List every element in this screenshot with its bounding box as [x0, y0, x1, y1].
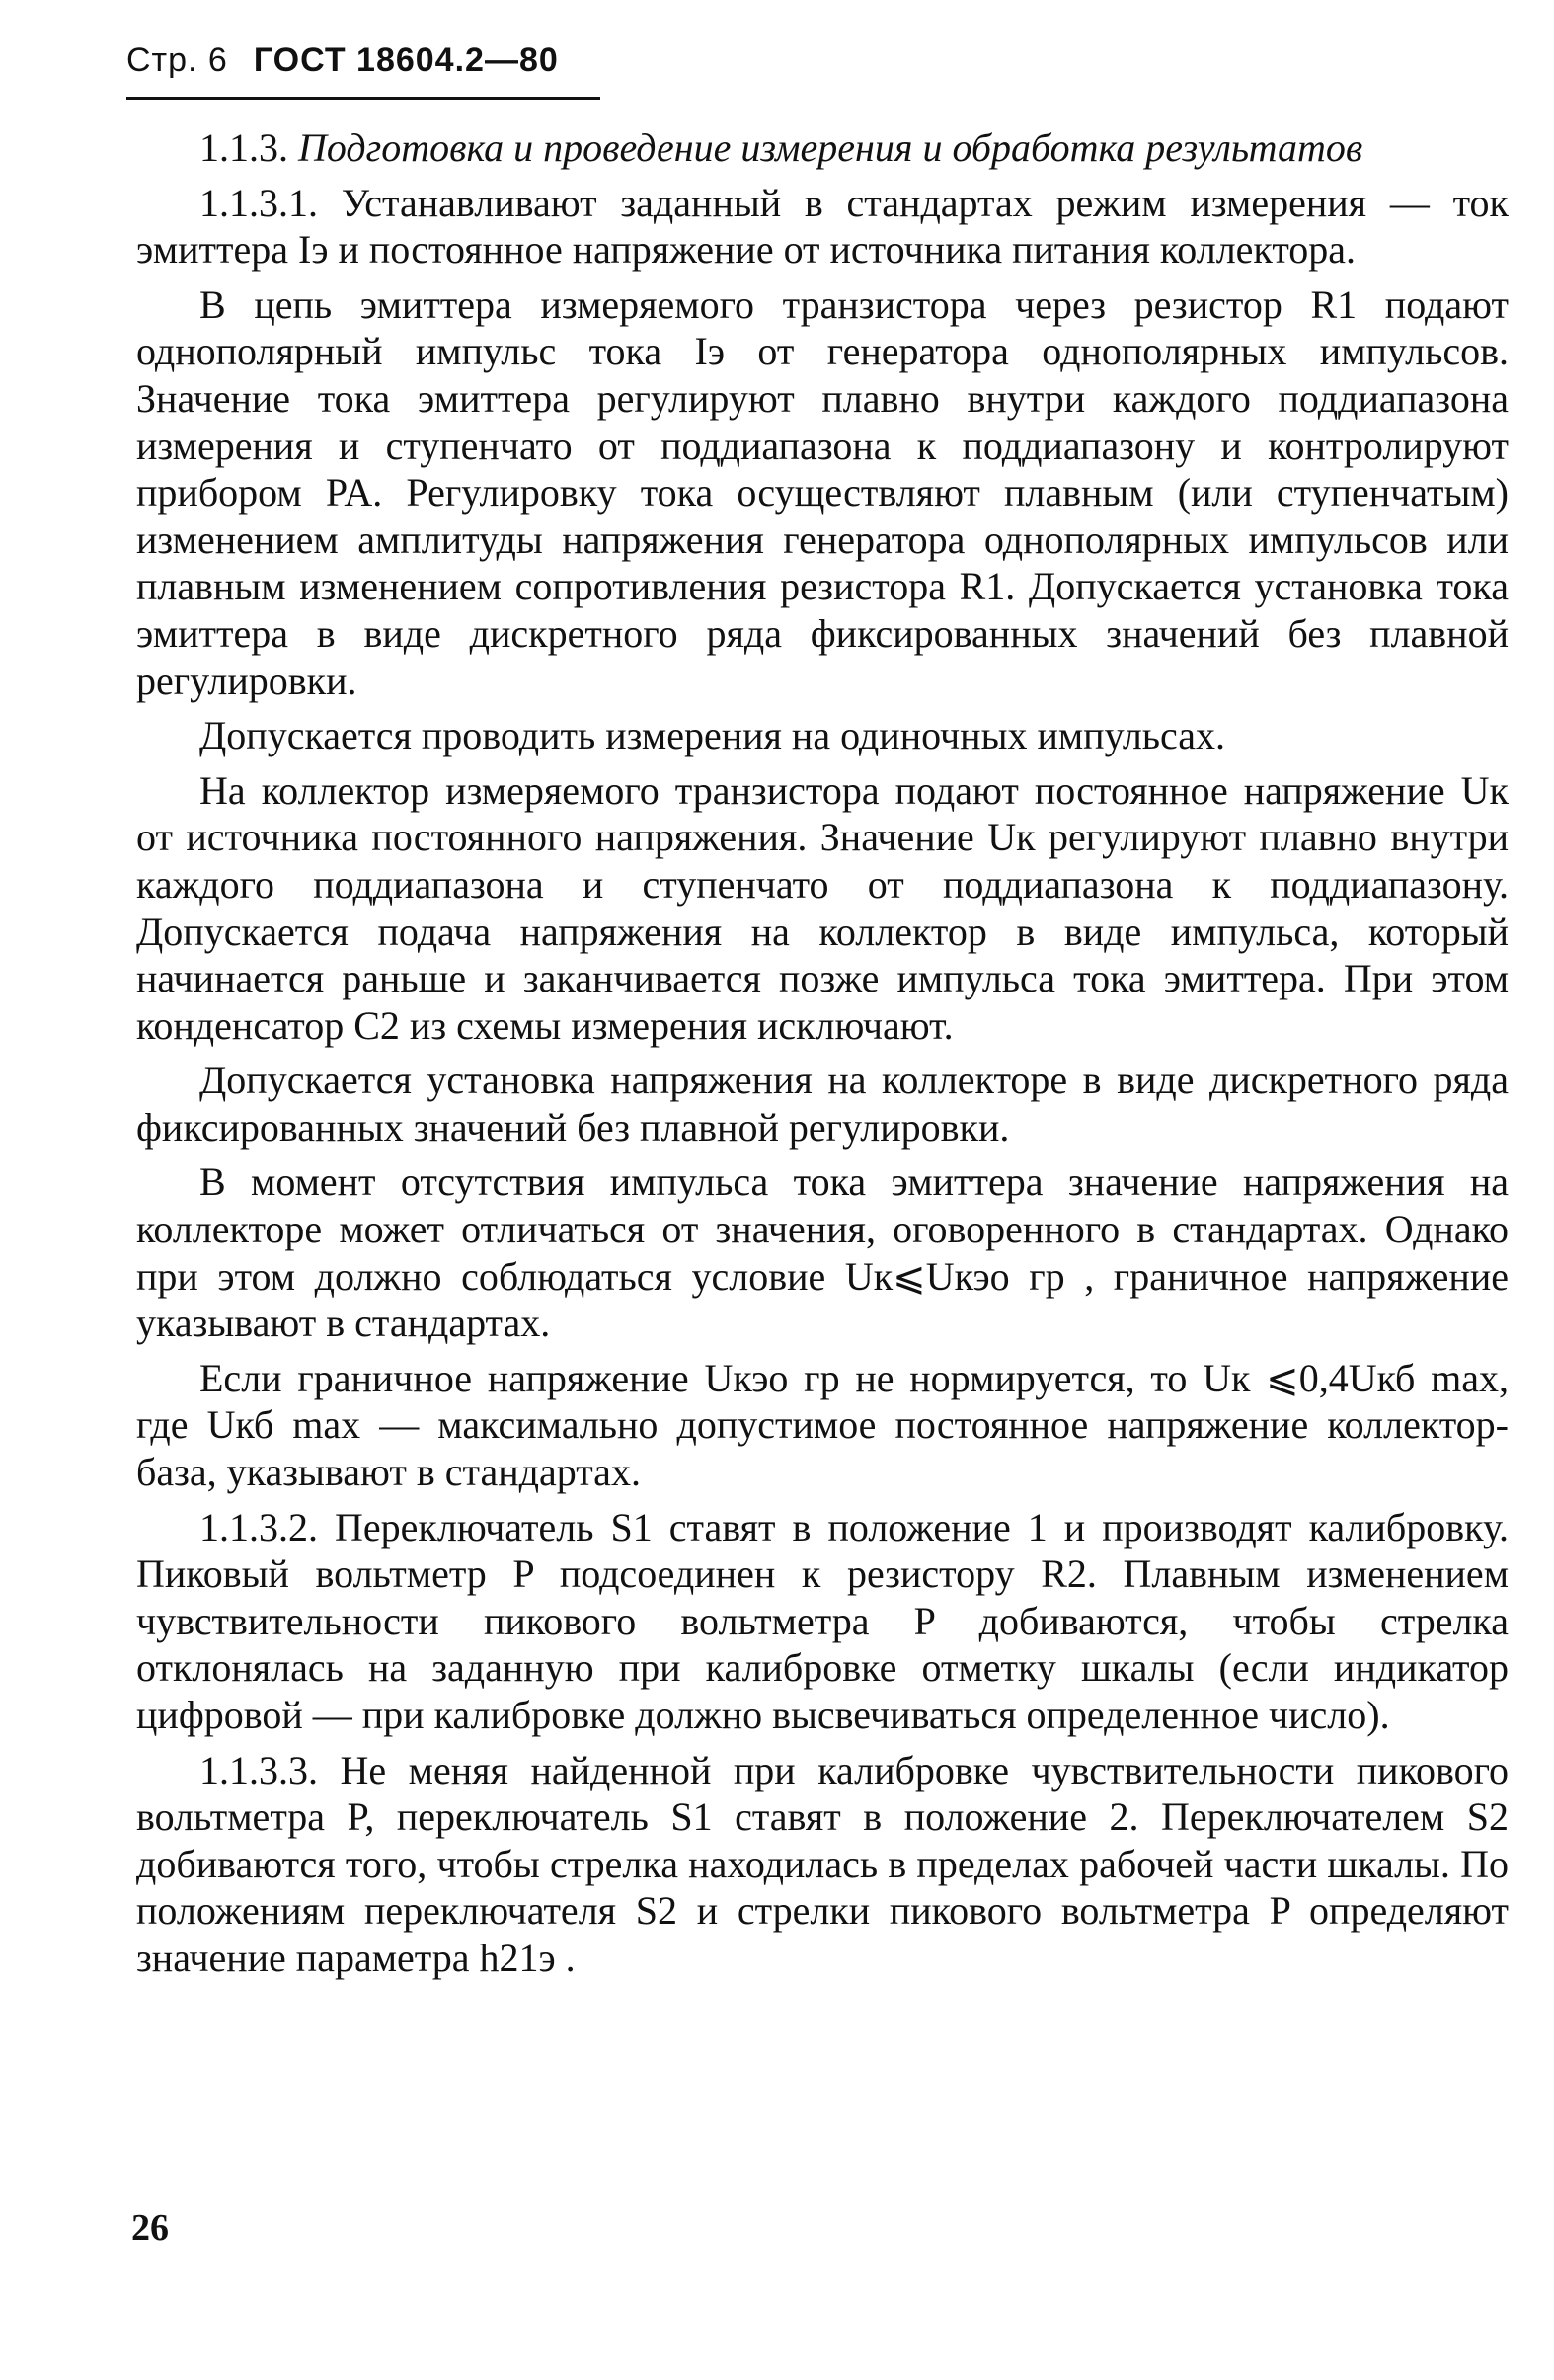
page-number: 26 — [131, 2207, 169, 2249]
paragraph-9: 1.1.3.3. Не меняя найденной при калибровке чувствительности пикового вольтметра P, переключатель S1 ставят в положение 2. Переключателем S2 добиваются того, чтобы стрелка находилась в пределах рабочей части шкалы. По положениям переключателя S2 и стрелки пикового вольтметра P определяют значение параметра h21э . — [136, 1747, 1509, 1980]
doc-code: ГОСТ 18604.2—80 — [253, 41, 559, 79]
document-body — [136, 124, 1509, 1990]
page-label: Стр. 6 — [126, 41, 228, 79]
section-title: Подготовка и проведение измерения и обработка результатов — [298, 125, 1363, 170]
paragraph-3: Допускается проводить измерения на одиночных импульсах. — [199, 713, 1226, 758]
page-header — [126, 41, 559, 80]
section-heading — [136, 124, 1509, 172]
paragraph-8: 1.1.3.2. Переключатель S1 ставят в положение 1 и производят калибровку. Пиковый вольтметр P подсоединен к резистору R2. Плавным изменением чувствительности пикового вольтметра P добиваются, чтобы стрелка отклонялась на заданную при калибровке отметку шкалы (если индикатор цифровой — при калибровке должно высвечиваться определенное число). — [136, 1504, 1509, 1737]
paragraph-5: Допускается установка напряжения на коллекторе в виде дискретного ряда фиксированных значений без плавной регулировки. — [136, 1058, 1509, 1150]
paragraph-1: 1.1.3.1. Устанавливают заданный в стандартах режим измерения — ток эмиттера Iэ и постоянное напряжение от источника питания коллектора. — [136, 180, 1509, 273]
paragraph-6: В момент отсутствия импульса тока эмиттера значение напряжения на коллекторе может отличаться от значения, оговоренного в стандартах. Однако при этом должно соблюдаться условие Uк⩽Uкэо гр , граничное напряжение указывают в стандартах. — [136, 1159, 1509, 1346]
paragraph-7: Если граничное напряжение Uкэо гр не нормируется, то Uк ⩽0,4Uкб max, где Uкб max — максимально допустимое постоянное напряжение коллектор-база, указывают в стандартах. — [136, 1355, 1509, 1495]
section-number: 1.1.3. — [199, 125, 288, 170]
paragraph-2: В цепь эмиттера измеряемого транзистора через резистор R1 подают однополярный импульс тока Iэ от генератора однополярных импульсов. Значение тока эмиттера регулируют плавно внутри каждого поддиапазона измерения и ступенчато от поддиапазона к поддиапазону и контролируют прибором PA. Регулировку тока осуществляют плавным (или ступенчатым) изменением амплитуды напряжения генератора однополярных импульсов или плавным изменением сопротивления резистора R1. Допускается установка тока эмиттера в виде дискретного ряда фиксированных значений без плавной регулировки. — [136, 281, 1509, 703]
paragraph-4: На коллектор измеряемого транзистора подают постоянное напряжение Uк от источника постоянного напряжения. Значение Uк регулируют плавно внутри каждого поддиапазона и ступенчато от поддиапазона к поддиапазону. Допускается подача напряжения на коллектор в виде импульса, который начинается раньше и заканчивается позже импульса тока эмиттера. При этом конденсатор C2 из схемы измерения исключают. — [136, 767, 1509, 1048]
header-rule — [126, 97, 600, 100]
